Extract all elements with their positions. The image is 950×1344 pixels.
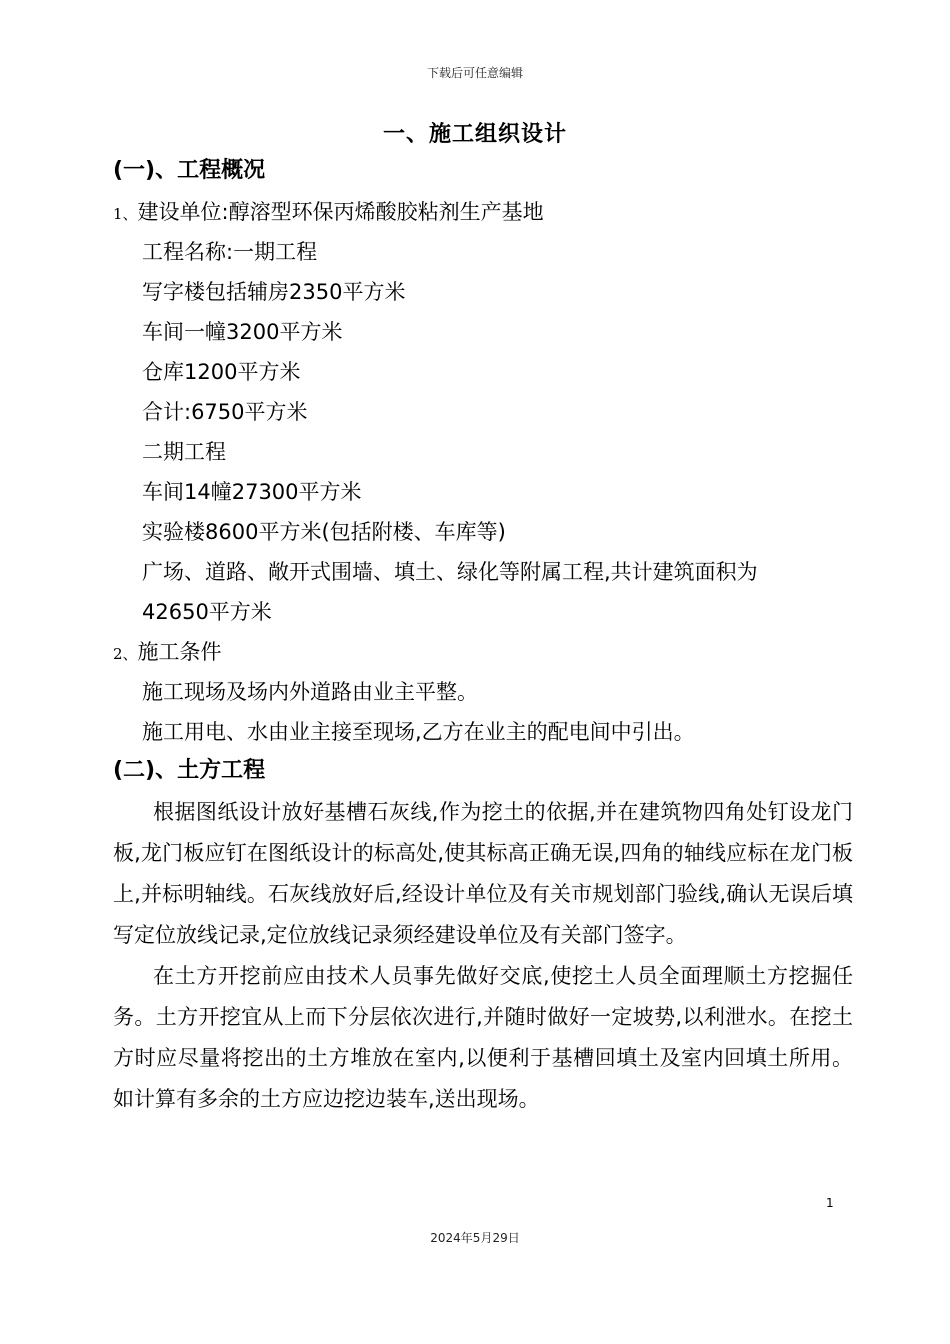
list-item-text: 建设单位:醇溶型环保丙烯酸胶粘剂生产基地 <box>137 200 544 224</box>
section-heading-earthwork: (二)、土方工程 <box>113 758 266 783</box>
condition-line: 施工用电、水由业主接至现场,乙方在业主的配电间中引出。 <box>142 720 695 744</box>
list-number: 1、 <box>113 205 138 223</box>
section-heading-overview: (一)、工程概况 <box>113 158 266 183</box>
page-header-note: 下载后可任意编辑 <box>426 66 523 80</box>
detail-line: 车间一幢3200平方米 <box>142 320 343 344</box>
detail-line: 二期工程 <box>142 440 226 464</box>
condition-line: 施工现场及场内外道路由业主平整。 <box>142 680 478 704</box>
list-item-construction-unit <box>113 192 853 232</box>
document-title: 一、施工组织设计 <box>382 122 567 147</box>
body-paragraph: 根据图纸设计放好基槽石灰线,作为挖土的依据,并在建筑物四角处钉设龙门板,龙门板应钉在图纸设计的标高处,使其标高正确无误,四角的轴线应标在龙门板上,并标明轴线。石灰线放好后,经设计单位及有关市规划部门验线,确认无误后填写定位放线记录,定位放线记录须经建设单位及有关部门签字。 <box>113 800 853 947</box>
detail-line: 实验楼8600平方米(包括附楼、车库等) <box>142 520 506 544</box>
detail-line: 工程名称:一期工程 <box>142 240 318 264</box>
detail-line: 广场、道路、敞开式围墙、填土、绿化等附属工程,共计建筑面积为 <box>142 560 758 584</box>
detail-line: 写字楼包括辅房2350平方米 <box>142 280 406 304</box>
page-footer-date: 2024年5月29日 <box>430 1231 520 1245</box>
list-item-text: 施工条件 <box>137 640 222 664</box>
page-number: 1 <box>826 1196 834 1210</box>
detail-line: 合计:6750平方米 <box>142 400 308 424</box>
list-number: 2、 <box>113 645 138 663</box>
detail-line: 42650平方米 <box>142 600 272 624</box>
list-item-construction-conditions <box>113 632 853 672</box>
document-body <box>113 152 853 1120</box>
detail-line: 车间14幢27300平方米 <box>142 480 362 504</box>
body-paragraph: 在土方开挖前应由技术人员事先做好交底,使挖土人员全面理顺土方挖掘任务。土方开挖宜从上而下分层依次进行,并随时做好一定坡势,以利泄水。在挖土方时应尽量将挖出的土方堆放在室内,以便利于基槽回填土及室内回填土所用。如计算有多余的土方应边挖边装车,送出现场。 <box>113 964 853 1111</box>
detail-line: 仓库1200平方米 <box>142 360 301 384</box>
